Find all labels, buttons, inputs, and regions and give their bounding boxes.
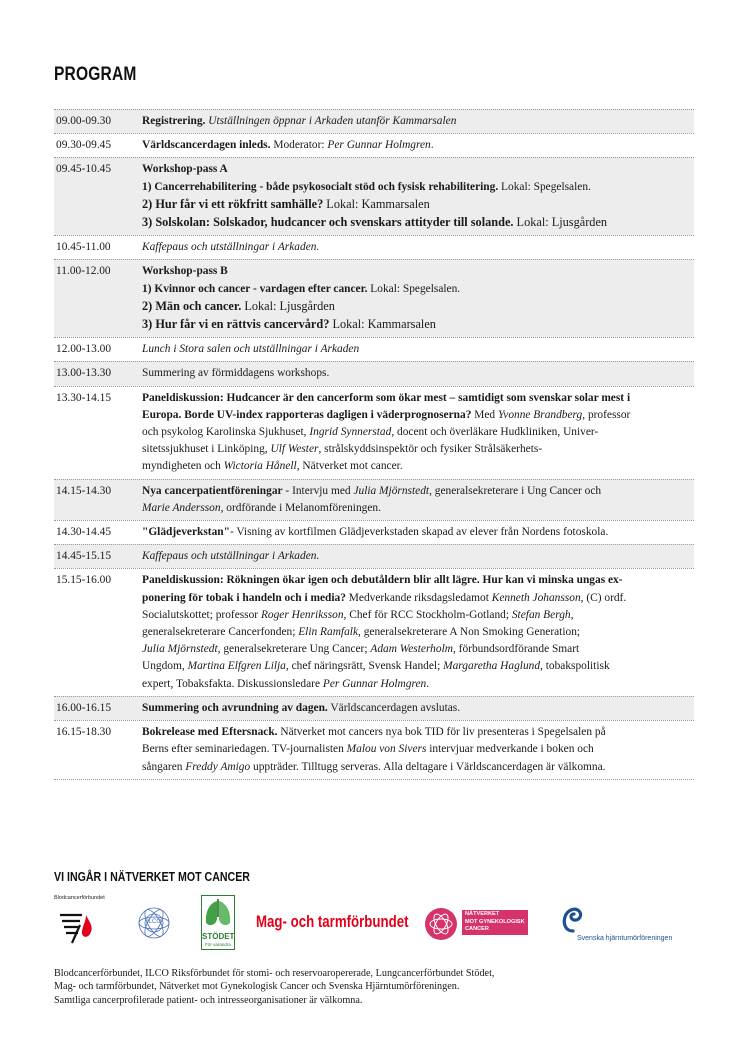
text: sångaren [142, 760, 186, 773]
text: Nätverket mot cancers nya bok TID för liv presenteras i Spegelsalen på [277, 726, 606, 739]
program-row [54, 720, 694, 780]
bold-text: ponering för tobak i handeln och i media? [142, 591, 346, 604]
text: , Nätverket mot cancer. [296, 460, 403, 473]
description-line [142, 676, 688, 693]
text: expert, Tobaksfakta. Diskussionsledare [142, 677, 323, 690]
program-description [142, 263, 694, 334]
description-line [142, 724, 688, 741]
stodet-logo [201, 895, 235, 950]
description-line [142, 700, 688, 717]
description-line [142, 214, 688, 232]
description-line [142, 263, 688, 280]
program-description [142, 137, 694, 154]
italic-text: Margaretha Haglund [443, 660, 541, 673]
description-line [142, 179, 688, 196]
program-description [142, 390, 694, 476]
text: , strålskyddsinspektör och fysiker Strålsäkerhets- [318, 443, 543, 456]
program-row [54, 157, 694, 235]
program-time: 14.30-14.45 [56, 526, 112, 539]
program-time: 12.00-13.00 [56, 343, 112, 356]
lungs-icon [202, 897, 234, 931]
bold-text: Workshop-pass A [142, 163, 228, 176]
italic-text: Martina Elfgren Lilja [187, 660, 286, 673]
program-description [142, 700, 694, 717]
text: , (C) ordf. [580, 591, 627, 604]
program-description [142, 239, 694, 256]
description-line [142, 572, 688, 589]
gyn-logo-line1: NÄTVERKET [465, 911, 500, 917]
spiral-icon [561, 905, 585, 933]
description-line [142, 759, 688, 776]
footer-line: Blodcancerförbundet, ILCO Riksförbundet för stomi- och reservoaropererade, Lungcancerförbundet Stödet, [54, 968, 495, 979]
program-time: 13.00-13.30 [56, 367, 112, 380]
gyn-logo-text [462, 910, 528, 935]
program-description [142, 161, 694, 232]
blodcancer-logo-text: Blodcancerförbundet [54, 895, 105, 901]
description-line [142, 365, 688, 382]
bold-text: Världscancerdagen inleds. [142, 139, 271, 152]
description-line [142, 624, 688, 641]
bold-text: Paneldiskussion: Hudcancer är den cancerform som ökar mest – samtidigt som svenskar solar mest i [142, 391, 631, 404]
program-description [142, 113, 694, 130]
italic-text: Wictoria Hånell [223, 460, 297, 473]
italic-text: Lunch i Stora salen och utställningar i Arkaden [142, 343, 360, 356]
page-title: PROGRAM [54, 64, 137, 85]
description-line [142, 658, 688, 675]
italic-text: Utställningen öppnar i Arkaden utanför Kammarsalen [208, 115, 457, 127]
italic-text: Marie Andersson [142, 501, 221, 514]
text: - Visning av kortfilmen Glädjeverkstaden skapad av elever från Nordens fotoskola. [229, 526, 609, 539]
description-line [142, 341, 688, 358]
text: , professor [582, 408, 631, 421]
text: , generalsekreterare A Non Smoking Generation; [358, 626, 581, 639]
program-time: 13.30-14.15 [56, 391, 112, 404]
bold-text: Bokrelease med Eftersnack. [142, 726, 278, 739]
italic-text: Malou von Sivers [346, 743, 427, 756]
bold-text: Workshop-pass B [142, 265, 228, 278]
italic-text: Freddy Amigo [185, 760, 251, 773]
description-line [142, 741, 688, 758]
text: Lokal: Kammarsalen [329, 317, 436, 332]
italic-text: Kaffepaus och utställningar i Arkaden. [142, 241, 320, 254]
italic-text: Kenneth Johansson [491, 591, 581, 604]
text: Världscancerdagen avslutas. [327, 701, 461, 714]
text: , Chef för RCC Stockholm-Gotland; [343, 608, 512, 621]
ilco-logo [134, 903, 174, 943]
text: Medverkande riksdagsledamot [345, 591, 492, 604]
text: . [430, 139, 434, 152]
bold-text: 1) Cancerrehabilitering - både psykosocialt stöd och fysisk rehabilitering. [142, 180, 499, 193]
italic-text: Ulf Wester [270, 443, 319, 456]
text: , generalsekreterare i Ung Cancer och [429, 484, 602, 497]
text: Lokal: Kammarsalen [323, 196, 430, 211]
bold-text: Registrering. [142, 115, 206, 127]
program-time: 10.45-11.00 [56, 241, 111, 254]
program-time: 16.00-16.15 [56, 701, 112, 714]
description-line [142, 298, 688, 316]
text: Lokal: Ljusgården [241, 298, 335, 313]
text: Socialutskottet; professor [142, 608, 261, 621]
italic-text: Elin Ramfalk [298, 626, 359, 639]
italic-text: Julia Mjörnstedt [142, 643, 218, 656]
description-line [142, 390, 688, 407]
text: Lokal: Spegelsalen. [367, 282, 461, 295]
program-row [54, 133, 694, 157]
text: , docent och överläkare Hudkliniken, Univer- [391, 426, 599, 439]
description-line [142, 137, 688, 154]
text: . [426, 677, 430, 690]
partner-logos [54, 895, 704, 950]
program-time: 09.45-10.45 [56, 163, 112, 176]
text: Berns efter seminariedagen. TV-journalisten [142, 743, 347, 756]
description-line [142, 196, 688, 214]
program-row [54, 259, 694, 337]
description-line [142, 281, 688, 298]
text: intervjuar medverkande i boken och [426, 743, 594, 756]
program-description [142, 572, 694, 692]
program-time: 09.30-09.45 [56, 139, 112, 152]
gyn-logo-line2: MOT GYNEKOLOGISK [465, 918, 525, 925]
program-description [142, 548, 694, 565]
italic-text: Stefan Bergh [511, 608, 571, 621]
text: , förbundsordförande Smart [452, 643, 580, 656]
program-row [54, 361, 694, 385]
text: Moderator: [270, 139, 328, 152]
bold-text: Paneldiskussion: Rökningen ökar igen och debutåldern blir allt lägre. Hur kan vi minska ungas ex- [142, 574, 623, 587]
blodcancer-logo [54, 895, 114, 950]
description-line [142, 548, 688, 565]
program-table [54, 109, 694, 780]
program-description [142, 724, 694, 776]
program-row [54, 386, 694, 479]
program-row [54, 544, 694, 568]
description-line [142, 458, 688, 475]
bold-text: 1) Kvinnor och cancer - vardagen efter cancer. [142, 282, 368, 295]
program-time: 11.00-12.00 [56, 265, 111, 278]
italic-text: Roger Henriksson [260, 608, 344, 621]
italic-text: Julia Mjörnstedt [353, 484, 430, 497]
partners-heading: VI INGÅR I NÄTVERKET MOT CANCER [54, 870, 250, 884]
italic-text: Ingrid Synnerstad [309, 426, 392, 439]
text: sitetssjukhuset i Linköping, [142, 443, 271, 456]
text: , generalsekreterare Ung Cancer; [217, 643, 371, 656]
description-line [142, 441, 688, 458]
description-line [142, 500, 688, 517]
italic-text: Per Gunnar Holmgren [327, 139, 431, 152]
mag-tarm-logo: Mag- och tarmförbundet [256, 912, 409, 931]
italic-text: Per Gunnar Holmgren [322, 677, 427, 690]
footer-line: Samtliga cancerprofilerade patient- och intresseorganisationer är välkomna. [54, 994, 363, 1006]
description-line [142, 607, 688, 624]
program-row [54, 337, 694, 361]
text: - Intervju med [282, 484, 354, 497]
description-line [142, 483, 688, 500]
text: Summering av förmiddagens workshops. [142, 367, 330, 380]
description-line [142, 590, 688, 607]
program-row [54, 235, 694, 259]
description-line [142, 316, 688, 334]
text: Ungdom, [142, 660, 188, 673]
program-description [142, 341, 694, 358]
gynekologisk-cancer-logo [424, 907, 539, 941]
program-time: 14.45-15.15 [56, 550, 112, 563]
text: Lokal: Spegelsalen. [498, 180, 591, 193]
bold-text: "Glädjeverkstan" [142, 526, 230, 539]
description-line [142, 641, 688, 658]
italic-text: Yvonne Brandberg [497, 408, 583, 421]
text: , tobakspolitisk [540, 660, 610, 673]
program-time: 09.00-09.30 [56, 115, 112, 127]
blodcancer-logo-mark [56, 907, 96, 947]
description-line [142, 424, 688, 441]
bold-text: 3) Solskolan: Solskador, hudcancer och svenskars attityder till solande. [142, 215, 514, 230]
text: generalsekreterare Cancerfonden; [142, 626, 299, 639]
footer-line: Mag- och tarmförbundet, Nätverket mot Gynekologisk Cancer och Svenska Hjärntumörföreningen. [54, 981, 460, 993]
hjarntumor-logo-text: Svenska hjärntumörföreningen [577, 935, 673, 942]
description-line [142, 161, 688, 178]
program-row [54, 568, 694, 695]
text: , ordförande i Melanomföreningen. [220, 501, 381, 514]
footer-text [54, 967, 694, 1007]
text: , chef näringsrätt, Svensk Handel; [285, 660, 444, 673]
text: och psykolog Karolinska Sjukhuset, [142, 426, 310, 439]
ilco-logo-text: ILCO [146, 919, 161, 925]
text: Med [471, 408, 498, 421]
program-time: 15.15-16.00 [56, 574, 112, 587]
text: myndigheten och [142, 460, 224, 473]
program-row [54, 520, 694, 544]
description-line [142, 113, 688, 130]
program-row [54, 696, 694, 720]
bold-text: 2) Hur får vi ett rökfritt samhälle? [142, 196, 324, 211]
stodet-logo-text: STÖDET [202, 932, 235, 941]
program-description [142, 524, 694, 541]
program-row [54, 479, 694, 520]
gyn-logo-line3: CANCER [465, 926, 489, 932]
text: uppträder. Tilltugg serveras. Alla deltagare i Världscancerdagen är välkomna. [250, 760, 606, 773]
flower-icon [424, 907, 458, 941]
program-description [142, 365, 694, 382]
bold-text: 3) Hur får vi en rättvis cancervård? [142, 317, 330, 332]
description-line [142, 524, 688, 541]
description-line [142, 239, 688, 256]
bold-text: Summering och avrundning av dagen. [142, 701, 328, 714]
program-time: 14.15-14.30 [56, 484, 112, 497]
text: , [570, 608, 574, 621]
stodet-logo-subtext: För varandra [205, 942, 231, 947]
bold-text: Nya cancerpatientföreningar [142, 484, 283, 497]
hjarntumor-logo [559, 905, 699, 945]
bold-text: 2) Män och cancer. [142, 298, 242, 313]
description-line [142, 407, 688, 424]
program-time: 16.15-18.30 [56, 726, 112, 739]
bold-text: Europa. Borde UV-index rapporteras dagligen i väderprognoserna? [142, 408, 472, 421]
text: Lokal: Ljusgården [513, 215, 608, 230]
italic-text: Kaffepaus och utställningar i Arkaden. [142, 550, 320, 563]
italic-text: Adam Westerholm [370, 643, 453, 656]
program-description [142, 483, 694, 517]
program-row [54, 109, 694, 133]
